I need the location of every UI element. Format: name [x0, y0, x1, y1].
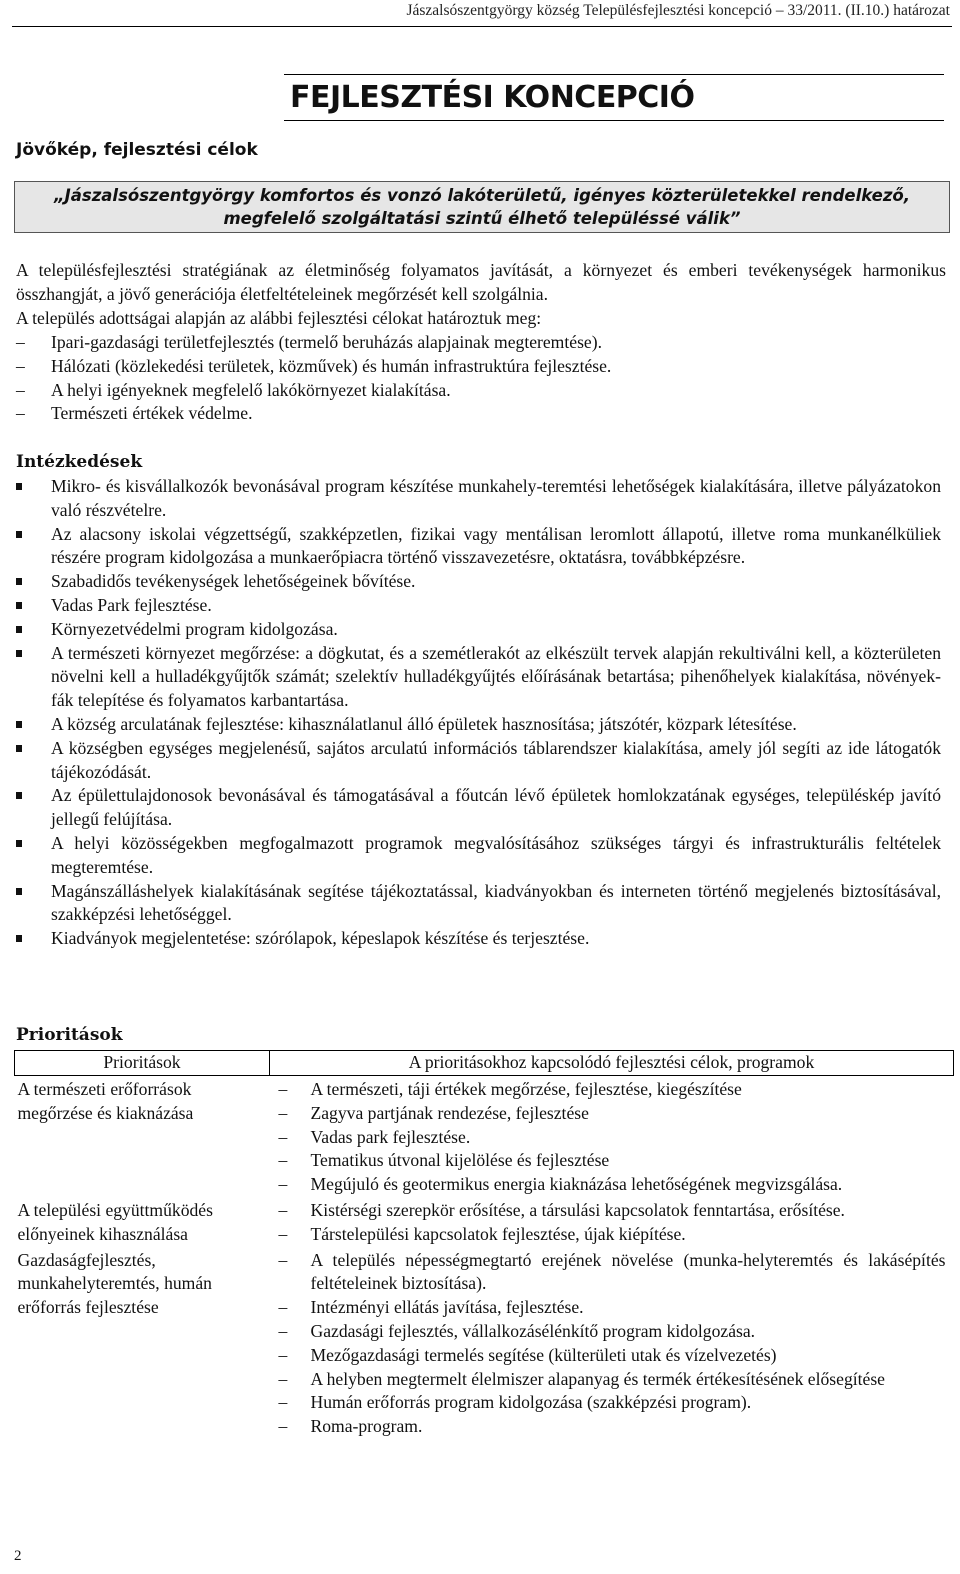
title-rule-top	[284, 74, 944, 75]
table-header-priorities: Prioritások	[15, 1051, 270, 1076]
goal-entry: – Tematikus útvonal kijelölése és fejlesztése	[270, 1149, 946, 1173]
priority-cell: A települési együttműködés előnyeinek kihasználása	[17, 1199, 213, 1244]
goal-entry: – A természeti, táji értékek megőrzése, fejlesztése, kiegészítése	[270, 1078, 946, 1102]
measure-item: Szabadidős tevékenységek lehetőségeinek bővítése.	[16, 570, 941, 594]
measure-item: Kiadványok megjelentetése: szórólapok, képeslapok készítése és terjesztése.	[16, 927, 941, 951]
goal-entry: – Zagyva partjának rendezése, fejlesztése	[270, 1102, 946, 1126]
goals-lead: A település adottságai alapján az alábbi fejlesztési célokat határoztuk meg:	[16, 308, 542, 328]
square-bullet-icon	[16, 483, 22, 490]
square-bullet-icon	[16, 602, 22, 609]
goal-entry: – Megújuló és geotermikus energia kiaknázása lehetőségének megvizsgálása.	[270, 1173, 946, 1197]
goal-entry: – Humán erőforrás program kidolgozása (szakképzési program).	[270, 1391, 946, 1415]
square-bullet-icon	[16, 935, 22, 942]
measure-item: Vadas Park fejlesztése.	[16, 594, 941, 618]
square-bullet-icon	[16, 578, 22, 585]
goal-item: – A helyi igényeknek megfelelő lakókörnyezet kialakítása.	[16, 379, 946, 403]
square-bullet-icon	[16, 626, 22, 633]
motto-line-2: megfelelő szolgáltatási szintű élhető településsé válik”	[223, 209, 741, 228]
measure-item: A helyi közösségekben megfogalmazott programok megvalósításához szükséges tárgyi és infrastrukturális feltételek megteremtése.	[16, 832, 941, 880]
running-header: Jászalsószentgyörgy község Településfejlesztési koncepció – 33/2011. (II.10.) határozat	[406, 2, 950, 19]
goal-item: – Természeti értékek védelme.	[16, 402, 946, 426]
goals-cell	[270, 1197, 954, 1247]
section-label: Jövőkép, fejlesztési célok	[16, 140, 258, 160]
measure-item: Az épülettulajdonosok bevonásával és támogatásával a főutcán lévő épületek homlokzatának egységes, településkép javító jellegű felújítása.	[16, 784, 941, 832]
goals-list	[16, 331, 946, 426]
motto-line-1: „Jászalsószentgyörgy komfortos és vonzó lakóterületű, igényes közterületekkel rendelkező,	[53, 186, 911, 205]
page-number: 2	[14, 1548, 22, 1564]
square-bullet-icon	[16, 650, 22, 657]
goals-cell	[270, 1247, 954, 1439]
title-rule-bottom	[284, 120, 944, 121]
square-bullet-icon	[16, 792, 22, 799]
goal-entry: – Kistérségi szerepkör erősítése, a társulási kapcsolatok fenntartása, erősítése.	[270, 1199, 946, 1223]
measure-item: A község arculatának fejlesztése: kihasználatlanul álló épületek hasznosítása; játszótér, közpark létesítése.	[16, 713, 941, 737]
goal-item: – Hálózati (közlekedési területek, közművek) és humán infrastruktúra fejlesztése.	[16, 355, 946, 379]
page-title: FEJLESZTÉSI KONCEPCIÓ	[290, 80, 695, 115]
measure-item: Mikro- és kisvállalkozók bevonásával program készítése munkahely-teremtési lehetőségek kialakítására, illetve pályázatokon való részvételre.	[16, 475, 941, 523]
motto-box	[14, 181, 950, 233]
goal-entry: – Gazdasági fejlesztés, vállalkozásélénkítő program kidolgozása.	[270, 1320, 946, 1344]
header-rule	[12, 26, 952, 27]
table-row	[15, 1197, 954, 1247]
square-bullet-icon	[16, 840, 22, 847]
priorities-table	[14, 1050, 954, 1439]
square-bullet-icon	[16, 745, 22, 752]
square-bullet-icon	[16, 721, 22, 728]
goal-item: – Ipari-gazdasági területfejlesztés (termelő beruházás alapjainak megteremtése).	[16, 331, 946, 355]
goal-entry: – Társtelepülési kapcsolatok fejlesztése, újak kiépítése.	[270, 1223, 946, 1247]
intro-paragraph: A településfejlesztési stratégiának az életminőség folyamatos javítását, a környezet és emberi tevékenységek harmonikus összhangját, a jövő generációja életfeltételeinek megőrzését kell szolgálnia.	[16, 260, 946, 304]
priorities-heading: Prioritások	[16, 1025, 123, 1045]
priority-cell: Gazdaságfejlesztés, munkahelyteremtés, humán erőforrás fejlesztése	[17, 1249, 212, 1318]
goal-entry: – Roma-program.	[270, 1415, 946, 1439]
measures-heading: Intézkedések	[16, 452, 143, 472]
measure-item: Az alacsony iskolai végzettségű, szakképzetlen, fizikai vagy mentálisan leromlott állapotú, illetve roma munkanélküliek részére program kidolgozása a munkaerőpiacra történő visszavezetésre, oktatásra, továbbképzésre.	[16, 523, 941, 571]
goal-entry: – Mezőgazdasági termelés segítése (külterületi utak és vízelvezetés)	[270, 1344, 946, 1368]
table-row	[15, 1076, 954, 1197]
measure-item: A természeti környezet megőrzése: a dögkutat, és a szemétlerakót az elkészült tervek alapján rekultiválni kell, a közterületen növelni kell a hulladékgyűjtők számát; szelektív hulladékgyűjtés előírásának betartása; pihenőhelyek kialakítása, növények-fák telepítése és folyamatos karbantartása.	[16, 642, 941, 713]
measure-item: Környezetvédelmi program kidolgozása.	[16, 618, 941, 642]
goal-entry: – A település népességmegtartó erejének növelése (munka-helyteremtés és lakásépítés feltételeinek biztosítása).	[270, 1249, 946, 1297]
table-row	[15, 1247, 954, 1439]
table-header-goals: A prioritásokhoz kapcsolódó fejlesztési célok, programok	[270, 1051, 954, 1076]
measure-item: A községben egységes megjelenésű, sajátos arculatú információs táblarendszer kialakítása, amely jól segíti az ide látogatók tájékozódását.	[16, 737, 941, 785]
square-bullet-icon	[16, 888, 22, 895]
goal-entry: – A helyben megtermelt élelmiszer alapanyag és termék értékesítésének elősegítése	[270, 1368, 946, 1392]
goal-entry: – Intézményi ellátás javítása, fejlesztése.	[270, 1296, 946, 1320]
priority-cell: A természeti erőforrások megőrzése és kiaknázása	[17, 1079, 194, 1123]
measure-item: Magánszálláshelyek kialakításának segítése tájékoztatással, kiadványokban és interneten történő megjelenés biztosításával, szakképzési lehetőséggel.	[16, 880, 941, 928]
goal-entry: – Vadas park fejlesztése.	[270, 1126, 946, 1150]
measures-list	[16, 475, 941, 951]
goals-cell	[270, 1076, 954, 1197]
square-bullet-icon	[16, 531, 22, 538]
